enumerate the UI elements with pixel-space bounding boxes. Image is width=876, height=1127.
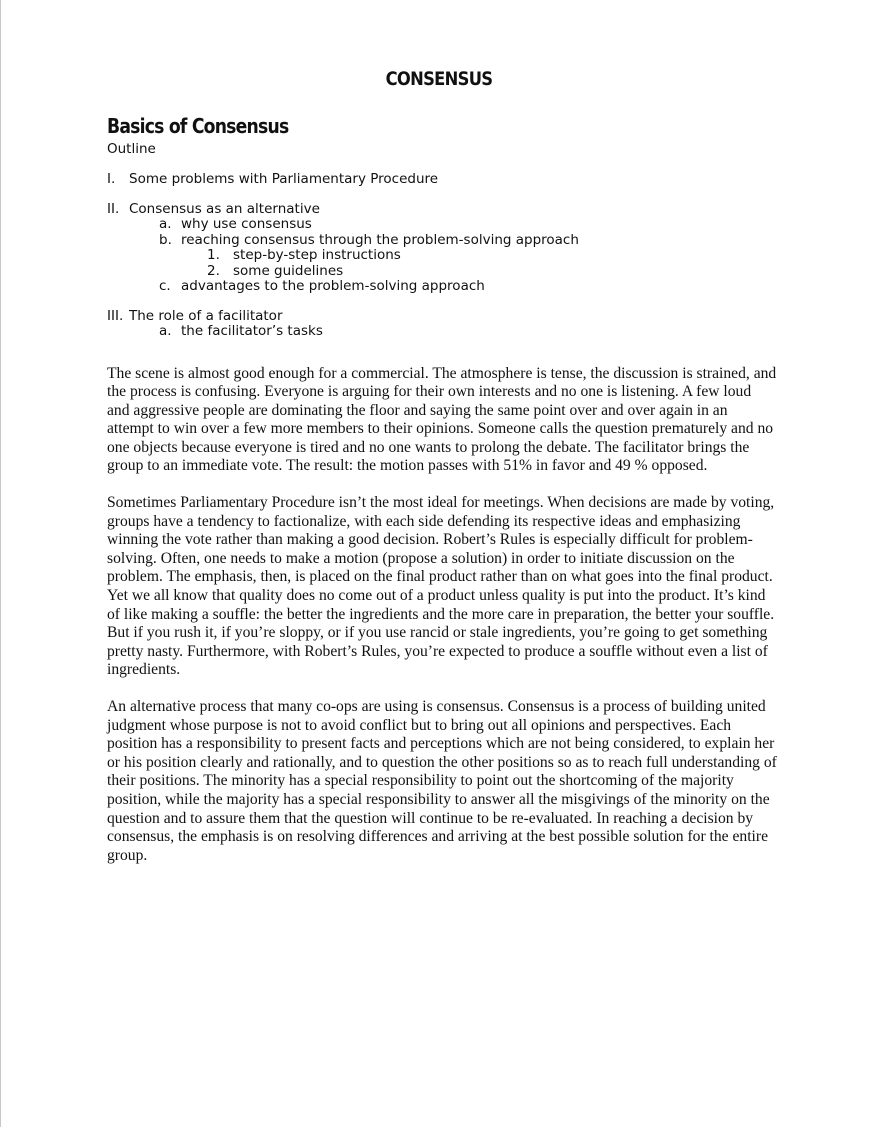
outline-item-ii-c (107, 279, 777, 295)
outline-item-letter: a. (159, 216, 172, 232)
outline-item-letter: c. (159, 278, 171, 294)
outline-item-iii (107, 309, 777, 325)
outline-item-text: Some problems with Parliamentary Procedure (129, 171, 439, 187)
outline-item-text: why use consensus (181, 216, 312, 232)
outline-item-number: 1. (207, 247, 220, 263)
outline-item-ii-b-2 (107, 264, 777, 280)
outline-item-number: I. (107, 171, 116, 187)
body-paragraph-2: Sometimes Parliamentary Procedure isn’t the most ideal for meetings. When decisions are made by voting, groups have a tendency to factionalize, with each side defending its respective ideas and emphasizing winning the vote rather than making a good decision. Robert’s Rules is especially difficult for problem-solving. Often, one needs to make a motion (propose a solution) in order to initiate discussion on the problem. The emphasis, then, is placed on the final product rather than on what goes into the final product. Yet we all know that quality does no come out of a product unless quality is put into the product. It’s kind of like making a souffle: the better the ingredients and the more care in preparation, the better your souffle. But if you rush it, if you’re sloppy, or if you use rancid or stale ingredients, you’re going to get something pretty nasty. Furthermore, with Robert’s Rules, you’re expected to produce a souffle without even a list of ingredients. (107, 494, 775, 679)
body-paragraph-1: The scene is almost good enough for a commercial. The atmosphere is tense, the discussion is strained, and the process is confusing. Everyone is arguing for their own interests and no one is listening. A few loud and aggressive people are dominating the floor and saying the same point over and over again in an attempt to win over a few more members to their opinions. Someone calls the question prematurely and no one objects because everyone is tired and no one wants to prolong the debate. The facilitator brings the group to an immediate vote. The result: the motion passes with 51% in favor and 49 % opposed. (107, 364, 777, 475)
outline-item-text: The role of a facilitator (129, 307, 283, 324)
outline-item-ii (107, 202, 777, 218)
document-body (107, 112, 777, 865)
outline-item-text: some guidelines (233, 262, 344, 279)
outline-item-text: advantages to the problem-solving approach (181, 278, 485, 294)
outline-item-ii-b-1 (107, 248, 777, 264)
outline-item-text: step-by-step instructions (233, 247, 401, 263)
outline-item-number: 2. (207, 262, 220, 279)
outline-item-ii-b (107, 233, 777, 249)
outline-item-text: the facilitator’s tasks (181, 323, 323, 339)
outline-item-iii-a (107, 324, 777, 340)
body-paragraph-3: An alternative process that many co-ops are using is consensus. Consensus is a process of building united judgment whose purpose is not to avoid conflict but to bring out all opinions and perspectives. Each position has a responsibility to present facts and perceptions which are not being considered, to explain her or his position clearly and rationally, and to question the other positions so as to reach full understanding of their positions. The minority has a special responsibility to point out the shortcoming of the majority position, while the majority has a special responsibility to answer all the misgivings of the minority on the question and to assure them that the question will continue to be re-evaluated. In reaching a decision by consensus, the emphasis is on resolving differences and arriving at the best possible solution for the entire group. (107, 698, 777, 864)
outline-item-text: reaching consensus through the problem-solving approach (181, 231, 579, 248)
section-heading: Basics of Consensus (107, 114, 289, 138)
outline-item-number: II. (107, 200, 120, 217)
outline-item-text: Consensus as an alternative (129, 200, 320, 217)
outline-item-letter: a. (159, 323, 172, 339)
outline-item-letter: b. (159, 231, 172, 248)
outline-item-ii-a (107, 217, 777, 233)
outline-list (107, 172, 777, 340)
document-title: CONSENSUS (385, 68, 493, 90)
outline-item-number: III. (107, 307, 124, 324)
outline-label: Outline (107, 141, 156, 157)
outline-item-i (107, 172, 777, 188)
